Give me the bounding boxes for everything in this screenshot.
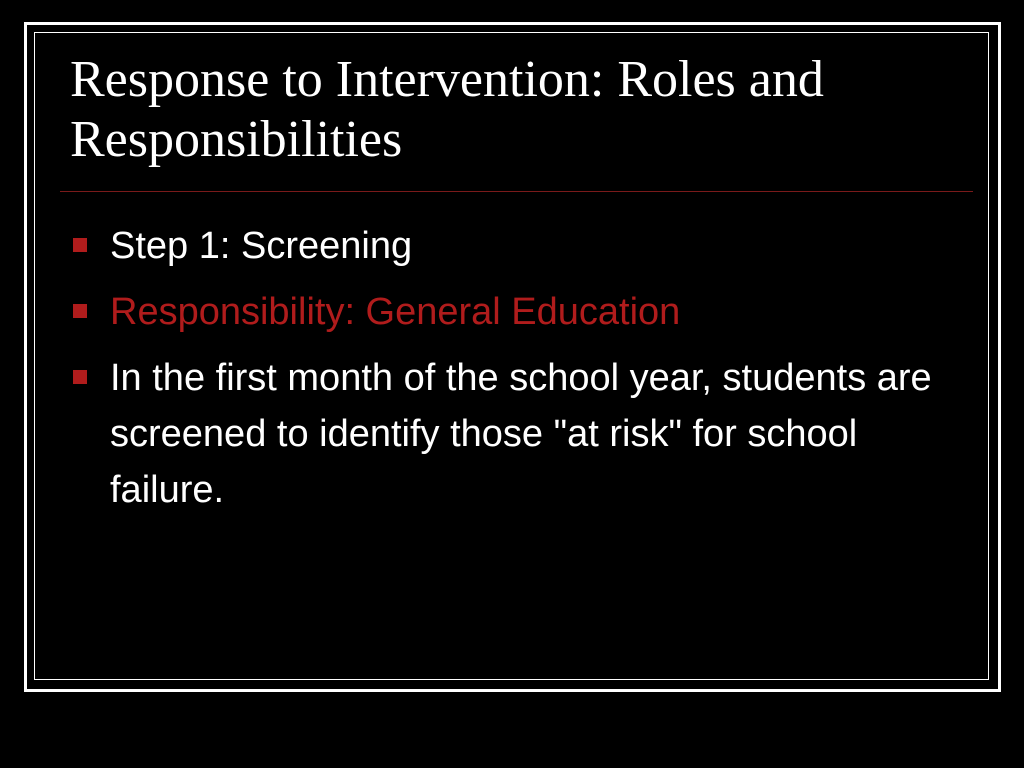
bullet-text: Responsibility: General Education	[110, 291, 681, 333]
bullet-text: Step 1: Screening	[110, 225, 413, 267]
bullet-item-description	[70, 350, 950, 518]
square-bullet-icon	[73, 304, 87, 318]
bullet-text: In the first month of the school year, students are screened to identify those "at risk" for school failure.	[110, 357, 932, 511]
bullet-list	[70, 218, 950, 528]
title-divider	[60, 191, 973, 192]
square-bullet-icon	[73, 370, 87, 384]
slide-title: Response to Intervention: Roles and Responsibilities	[70, 51, 824, 168]
bullet-item-step	[70, 218, 950, 274]
square-bullet-icon	[73, 238, 87, 252]
bullet-item-responsibility	[70, 284, 950, 340]
